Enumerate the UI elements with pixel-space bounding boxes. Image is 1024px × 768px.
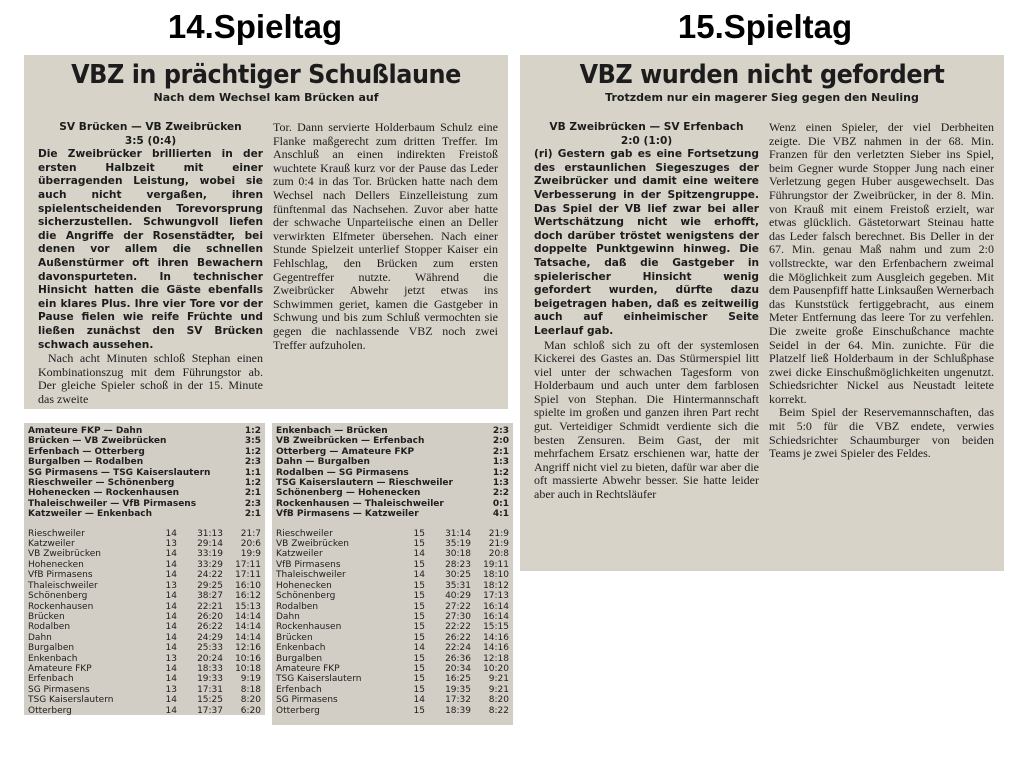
standings-games: 14 xyxy=(165,591,177,602)
standings-points: 18:12 xyxy=(483,580,509,591)
standings-goals: 26:20 xyxy=(197,611,223,622)
standings-goals: 28:23 xyxy=(445,559,471,570)
standings-goals: 29:14 xyxy=(197,539,223,550)
article-paragraph: Man schloß sich zu oft der systemlosen Kickerei des Gastes an. Das Stürmerspiel litt viel unter der schwachen Tagesform von Holderbaum und auch unter dem farblosen Spiel von Stephan. Die Hintermannschaft spielte im großen und ganzen ihren Part recht gut. Verteidiger Schmidt verdiente sich die besten Zensuren. Beim Gast, der mit mehrfachem Ersatz erschienen war, hatte der Angriff nicht viel zu bieten, dafür war aber die oft massierte Abwehr besser. Sie hatte leider aber auch in Rechtsläufer xyxy=(534,337,759,502)
standings-row xyxy=(276,539,509,549)
result-match: Enkenbach — Brücken xyxy=(276,426,388,436)
standings-team: Erfenbach xyxy=(276,684,322,695)
standings-row xyxy=(276,560,509,570)
standings-games: 14 xyxy=(413,643,425,654)
standings-row xyxy=(28,560,261,570)
standings-row xyxy=(276,643,509,653)
standings-games: 15 xyxy=(413,663,425,674)
standings-goals: 16:25 xyxy=(445,674,471,685)
result-row xyxy=(276,447,509,457)
standings-goals: 17:32 xyxy=(445,695,471,706)
standings-points: 14:14 xyxy=(235,611,261,622)
standings-row xyxy=(276,622,509,632)
standings-goals: 35:31 xyxy=(445,580,471,591)
standings-points: 10:20 xyxy=(483,663,509,674)
standings-points: 16:14 xyxy=(483,611,509,622)
standings-points: 10:18 xyxy=(235,663,261,674)
result-match: Rieschweiler — Schönenberg xyxy=(28,478,175,489)
article-matchday-14 xyxy=(24,55,508,409)
result-match: Erfenbach — Otterberg xyxy=(28,446,145,457)
standings-points: 16:12 xyxy=(235,591,261,602)
standings-points: 21:7 xyxy=(240,528,261,539)
result-row xyxy=(28,468,261,478)
standings-team: Brücken xyxy=(28,611,65,622)
standings-team: Schönenberg xyxy=(276,591,336,602)
standings-team: Rockenhausen xyxy=(276,622,342,633)
standings-games: 15 xyxy=(413,684,425,695)
standings-points: 21:9 xyxy=(488,528,509,539)
standings-games: 13 xyxy=(165,539,177,550)
result-row xyxy=(276,509,509,519)
result-score: 1:2 xyxy=(492,467,509,478)
standings-row xyxy=(28,706,261,715)
result-row xyxy=(28,509,261,519)
standings-row xyxy=(28,633,261,643)
result-row xyxy=(276,478,509,488)
article-headline: VBZ in prächtiger Schußlaune xyxy=(71,60,461,90)
standings-games: 15 xyxy=(413,705,425,716)
standings-row xyxy=(276,529,509,539)
results-list xyxy=(276,426,509,520)
standings-row xyxy=(276,654,509,664)
standings-goals: 35:19 xyxy=(445,539,471,550)
standings-games: 14 xyxy=(413,570,425,581)
result-row xyxy=(28,436,261,446)
standings-points: 9:21 xyxy=(488,674,509,685)
standings-row xyxy=(28,685,261,695)
standings-team: Burgalben xyxy=(28,643,75,654)
standings-row xyxy=(28,695,261,705)
standings-team: Thaleischweiler xyxy=(276,570,346,581)
standings-team: Hohenecken xyxy=(276,580,332,591)
standings-points: 17:13 xyxy=(483,591,509,602)
standings-games: 15 xyxy=(413,601,425,612)
standings-team: VB Zweibrücken xyxy=(28,549,101,560)
result-row xyxy=(28,447,261,457)
standings-row xyxy=(276,674,509,684)
standings-row xyxy=(276,581,509,591)
standings-points: 17:11 xyxy=(235,570,261,581)
standings-games: 15 xyxy=(413,611,425,622)
result-match: Thaleischweiler — VfB Pirmasens xyxy=(28,498,197,509)
result-row xyxy=(276,436,509,446)
standings-games: 13 xyxy=(165,653,177,664)
result-score: 0:1 xyxy=(492,498,509,509)
title-matchday-15: 15.Spieltag xyxy=(677,8,853,45)
standings-games: 14 xyxy=(165,695,177,706)
result-match: VfB Pirmasens — Katzweiler xyxy=(276,509,419,520)
standings-points: 16:10 xyxy=(235,580,261,591)
standings-points: 6:20 xyxy=(240,705,261,715)
standings-team: Schönenberg xyxy=(28,591,88,602)
standings-team: VB Zweibrücken xyxy=(276,539,349,550)
standings-team: Erfenbach xyxy=(28,674,74,685)
standings-goals: 33:29 xyxy=(197,559,223,570)
standings-team: SG Pirmasens xyxy=(276,695,338,706)
standings-row xyxy=(276,549,509,559)
article-paragraph: Tor. Dann servierte Holderbaum Schulz eine Flanke maßgerecht zum dritten Treffer. Im Anschluß an einen indirekten Freistoß wuchtete Krauß kurz vor der Pause das Leder zum 0:4 in das Tor. Brücken hatte nach dem Wechsel nach Dellers Einzelleistung zum fünftenmal das Nachsehen. Zuvor aber hatte der schwache Unparteiische einen an Deller verwirkten Elfmeter übersehen. Nach einer Stunde Spielzeit unterlief Stopper Kaiser ein Fehlschlag, den Brücken zum ersten Gegentreffer nutzte. Während die Zweibrücker Abwehr jetzt etwas ins Schwimmen geriet, kamen die Gastgeber in Schwung und bis zum Schluß vermochten sie gegen die nachlassende VBZ noch zwei Treffer aufzuholen. xyxy=(273,121,498,352)
standings-goals: 19:33 xyxy=(197,674,223,685)
standings-team: Dahn xyxy=(28,632,52,643)
standings-points: 8:22 xyxy=(488,705,509,716)
result-score: 1:1 xyxy=(244,467,261,478)
standings-games: 15 xyxy=(413,559,425,570)
standings-goals: 25:33 xyxy=(197,643,223,654)
standings-points: 16:14 xyxy=(483,601,509,612)
article-matchday-15 xyxy=(520,55,1004,571)
result-match: Rodalben — SG Pirmasens xyxy=(276,467,409,478)
standings-row xyxy=(276,602,509,612)
result-score: 2:0 xyxy=(492,436,509,447)
standings-games: 15 xyxy=(413,539,425,550)
standings-points: 20:6 xyxy=(240,539,261,550)
standings-games: 14 xyxy=(413,549,425,560)
standings-team: Amateure FKP xyxy=(28,663,92,674)
standings-goals: 22:22 xyxy=(445,622,471,633)
standings-row xyxy=(28,570,261,580)
standings-team: TSG Kaiserslautern xyxy=(28,695,114,706)
standings-goals: 31:14 xyxy=(445,528,471,539)
standings-points: 15:15 xyxy=(483,622,509,633)
standings-row xyxy=(276,695,509,705)
standings-games: 15 xyxy=(413,674,425,685)
standings-points: 9:21 xyxy=(488,684,509,695)
standings-goals: 27:30 xyxy=(445,611,471,622)
standings-goals: 40:29 xyxy=(445,591,471,602)
standings-games: 14 xyxy=(165,663,177,674)
standings-goals: 20:34 xyxy=(445,663,471,674)
result-row xyxy=(276,468,509,478)
standings-list xyxy=(28,529,261,715)
article-paragraph: Beim Spiel der Reservemannschaften, das mit 5:0 für die VBZ endete, verwies Schiedsrichter Schaumburger von beiden Teams je zwei Spieler des Feldes. xyxy=(769,405,994,461)
standings-team: Rieschweiler xyxy=(276,528,333,539)
standings-team: Hohenecken xyxy=(28,559,84,570)
standings-points: 14:14 xyxy=(235,632,261,643)
standings-goals: 33:19 xyxy=(197,549,223,560)
result-score: 1:2 xyxy=(244,446,261,457)
result-match: Hohenecken — Rockenhausen xyxy=(28,488,180,499)
standings-points: 19:11 xyxy=(483,559,509,570)
standings-goals: 24:22 xyxy=(197,570,223,581)
standings-row xyxy=(276,570,509,580)
standings-team: Rodalben xyxy=(276,601,319,612)
standings-row xyxy=(276,664,509,674)
standings-points: 14:16 xyxy=(483,643,509,654)
result-score: 2:2 xyxy=(492,488,509,499)
result-match: Dahn — Burgalben xyxy=(276,457,370,468)
standings-games: 15 xyxy=(413,632,425,643)
standings-games: 14 xyxy=(165,601,177,612)
result-score: 4:1 xyxy=(492,509,509,520)
standings-games: 14 xyxy=(165,674,177,685)
result-score: 2:1 xyxy=(492,446,509,457)
standings-games: 14 xyxy=(165,643,177,654)
standings-team: VfB Pirmasens xyxy=(28,570,93,581)
standings-games: 13 xyxy=(165,580,177,591)
result-score: 1:2 xyxy=(244,426,261,436)
standings-goals: 17:31 xyxy=(197,684,223,695)
standings-points: 20:8 xyxy=(488,549,509,560)
standings-games: 15 xyxy=(413,528,425,539)
result-score: 2:3 xyxy=(492,426,509,436)
article-columns xyxy=(534,121,994,567)
article-lead: (ri) Gestern gab es eine Fortsetzung des erstaunlichen Siegeszuges der Zweibrücker und damit eine weitere Verbesserung in der Spitzengruppe. Das Spiel der VB lief zwar bei aller Wertschätzung nicht wie erhofft, doch darüber tröstet wenigstens der doppelte Punktgewinn hinweg. Die Tatsache, daß die Gastgeber in spielerischer Hinsicht wenig gefordert wurden, dürfte dazu beigetragen haben, daß es zeitweilig auch auf einheimischer Seite Leerlauf gab. xyxy=(534,148,759,337)
standings-games: 15 xyxy=(413,653,425,664)
article-columns xyxy=(38,121,498,405)
match-title: VB Zweibrücken — SV Erfenbach xyxy=(549,121,744,133)
match-title: SV Brücken — VB Zweibrücken xyxy=(59,121,242,133)
standings-games: 14 xyxy=(165,549,177,560)
article-paragraph: Wenz einen Spieler, der viel Derbheiten zeigte. Die VBZ nahmen in der 68. Min. Franzen für den verletzten Sieber ins Spiel, beim Gegner wurde Stopper Jung nach einer Verletzung gegen Huber ausgewechselt. Das Führungstor der Zweibrücker, in der 8. Min. von Krauß mit einem Freistoß erzielt, war etwas glücklich. Gästetorwart Steinau hatte das Leder falsch berechnet. Bis Deller in der 67. Min. genau Maß nahm und zum 2:0 vollstreckte, war den Erfenbachern zweimal die Möglichkeit zum Ausgleich gegeben. Mit dem Pausenpfiff hatte Linksaußen Wernerbach das Kunststück fertiggebracht, aus einem Meter Entfernung das leere Tor zu verfehlen. Die zweite große Einschußchance machte Seidel in der 64. Min. zunichte. Für die Platzelf ließ Holderbaum in der Schlußphase zwei dicke Einschußmöglichkeiten ungenutzt. Schiedsrichter Nickel aus Neustadt leitete korrekt. xyxy=(769,121,994,406)
standings-team: Rieschweiler xyxy=(28,528,85,539)
standings-games: 14 xyxy=(165,705,177,715)
standings-points: 8:20 xyxy=(488,695,509,706)
article-column-1 xyxy=(38,121,263,405)
result-match: SG Pirmasens — TSG Kaiserslautern xyxy=(28,467,211,478)
standings-row xyxy=(28,643,261,653)
standings-goals: 30:25 xyxy=(445,570,471,581)
standings-points: 8:20 xyxy=(240,695,261,706)
standings-team: Otterberg xyxy=(276,705,320,716)
standings-points: 10:16 xyxy=(235,653,261,664)
standings-row xyxy=(28,654,261,664)
standings-goals: 26:36 xyxy=(445,653,471,664)
standings-points: 9:19 xyxy=(240,674,261,685)
result-match: Katzweiler — Enkenbach xyxy=(28,509,153,520)
match-result: 2:0 (1:0) xyxy=(620,134,673,147)
result-match: VB Zweibrücken — Erfenbach xyxy=(276,436,425,447)
result-score: 1:2 xyxy=(244,478,261,489)
standings-points: 12:16 xyxy=(235,643,261,654)
standings-team: VfB Pirmasens xyxy=(276,559,341,570)
standings-points: 21:9 xyxy=(488,539,509,550)
standings-points: 18:10 xyxy=(483,570,509,581)
result-row xyxy=(28,457,261,467)
result-row xyxy=(276,426,509,436)
standings-games: 14 xyxy=(165,570,177,581)
standings-team: Enkenbach xyxy=(276,643,326,654)
standings-goals: 15:25 xyxy=(197,695,223,706)
article-column-2 xyxy=(273,121,498,405)
standings-points: 17:11 xyxy=(235,559,261,570)
standings-team: Otterberg xyxy=(28,705,72,715)
standings-team: Katzweiler xyxy=(28,539,75,550)
standings-row xyxy=(28,674,261,684)
result-match: Burgalben — Rodalben xyxy=(28,457,144,468)
standings-team: Rodalben xyxy=(28,622,71,633)
standings-goals: 26:22 xyxy=(445,632,471,643)
standings-row xyxy=(28,581,261,591)
standings-goals: 17:37 xyxy=(197,705,223,715)
standings-games: 14 xyxy=(165,528,177,539)
standings-row xyxy=(28,602,261,612)
standings-games: 14 xyxy=(165,632,177,643)
standings-team: Burgalben xyxy=(276,653,323,664)
result-row xyxy=(28,488,261,498)
standings-row xyxy=(28,529,261,539)
standings-games: 15 xyxy=(413,622,425,633)
standings-goals: 18:33 xyxy=(197,663,223,674)
article-lead: Die Zweibrücker brillierten in der ersten Halbzeit mit einer überragenden Leistung, wobei sie auch nicht vergaßen, ihren spielentscheidenden Torevorsprung sicherzustellen. Schwungvoll liefen die Angriffe der Rosenstädter, bei denen vor allem die schnellen Außenstürmer oft ihren Bewachern davonspurteten. In technischer Hinsicht hatten die Gäste ebenfalls ein klares Plus. Ihre vier Tore vor der Pause fielen wie reife Früchte und ließen zunächst den SV Brücken schwach aussehen. xyxy=(38,148,263,351)
standings-goals: 38:27 xyxy=(197,591,223,602)
standings-team: Enkenbach xyxy=(28,653,78,664)
standings-row xyxy=(276,612,509,622)
standings-list xyxy=(276,529,509,716)
result-row xyxy=(276,488,509,498)
standings-team: Brücken xyxy=(276,632,313,643)
standings-points: 14:14 xyxy=(235,622,261,633)
standings-points: 12:18 xyxy=(483,653,509,664)
standings-row xyxy=(28,622,261,632)
article-column-2 xyxy=(769,121,994,567)
standings-team: Rockenhausen xyxy=(28,601,94,612)
standings-points: 15:13 xyxy=(235,601,261,612)
result-match: Brücken — VB Zweibrücken xyxy=(28,436,167,447)
standings-row xyxy=(28,591,261,601)
standings-row xyxy=(276,591,509,601)
standings-goals: 26:22 xyxy=(197,622,223,633)
result-row xyxy=(276,457,509,467)
standings-games: 14 xyxy=(165,611,177,622)
standings-team: Amateure FKP xyxy=(276,663,340,674)
result-match: Amateure FKP — Dahn xyxy=(28,426,143,436)
article-paragraph: Nach acht Minuten schloß Stephan einen Kombinationszug mit dem Führungstor ab. Der gleiche Spieler schoß in der 15. Minute das zweite xyxy=(38,351,263,405)
result-match: TSG Kaiserslautern — Rieschweiler xyxy=(276,478,453,489)
standings-goals: 31:13 xyxy=(197,528,223,539)
standings-team: Dahn xyxy=(276,611,300,622)
standings-goals: 18:39 xyxy=(445,705,471,716)
result-match: Rockenhausen — Thaleischweiler xyxy=(276,498,444,509)
standings-row xyxy=(276,633,509,643)
result-score: 2:3 xyxy=(244,457,261,468)
result-score: 1:3 xyxy=(492,457,509,468)
standings-goals: 29:25 xyxy=(197,580,223,591)
standings-row xyxy=(276,685,509,695)
standings-goals: 22:24 xyxy=(445,643,471,654)
result-score: 3:5 xyxy=(244,436,261,447)
standings-games: 14 xyxy=(165,559,177,570)
standings-goals: 30:18 xyxy=(445,549,471,560)
match-result: 3:5 (0:4) xyxy=(124,134,177,147)
standings-games: 14 xyxy=(165,622,177,633)
result-score: 1:3 xyxy=(492,478,509,489)
results-table-matchday-15 xyxy=(272,423,513,725)
result-row xyxy=(28,499,261,509)
result-match: Schönenberg — Hohenecken xyxy=(276,488,421,499)
result-match: Otterberg — Amateure FKP xyxy=(276,446,415,457)
standings-row xyxy=(28,549,261,559)
standings-points: 8:18 xyxy=(240,684,261,695)
article-subheadline: Nach dem Wechsel kam Brücken auf xyxy=(153,91,379,104)
standings-team: SG Pirmasens xyxy=(28,684,90,695)
result-row xyxy=(28,478,261,488)
standings-goals: 19:35 xyxy=(445,684,471,695)
standings-goals: 20:24 xyxy=(197,653,223,664)
title-matchday-14: 14.Spieltag xyxy=(167,8,343,45)
result-score: 2:1 xyxy=(244,488,261,499)
standings-games: 15 xyxy=(413,591,425,602)
standings-points: 19:9 xyxy=(240,549,261,560)
result-score: 2:3 xyxy=(244,498,261,509)
article-column-1 xyxy=(534,121,759,567)
results-list xyxy=(28,426,261,520)
result-score: 2:1 xyxy=(244,509,261,520)
standings-team: TSG Kaiserslautern xyxy=(276,674,362,685)
standings-row xyxy=(276,706,509,716)
result-row xyxy=(28,426,261,436)
standings-points: 14:16 xyxy=(483,632,509,643)
standings-row xyxy=(28,539,261,549)
standings-goals: 24:29 xyxy=(197,632,223,643)
standings-team: Katzweiler xyxy=(276,549,323,560)
standings-games: 15 xyxy=(413,580,425,591)
standings-games: 14 xyxy=(413,695,425,706)
result-row xyxy=(276,499,509,509)
standings-goals: 27:22 xyxy=(445,601,471,612)
standings-row xyxy=(28,664,261,674)
results-table-matchday-14 xyxy=(24,423,265,715)
standings-row xyxy=(28,612,261,622)
article-subheadline: Trotzdem nur ein magerer Sieg gegen den Neuling xyxy=(605,91,919,104)
standings-goals: 22:21 xyxy=(197,601,223,612)
standings-games: 13 xyxy=(165,684,177,695)
standings-team: Thaleischweiler xyxy=(28,580,98,591)
article-headline: VBZ wurden nicht gefordert xyxy=(579,60,945,90)
